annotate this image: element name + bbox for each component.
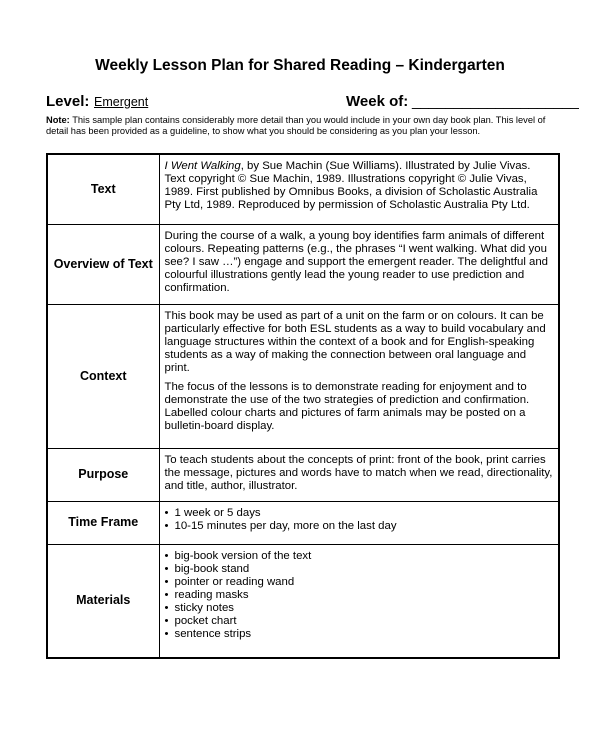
row-label-time-frame: Time Frame (47, 501, 159, 544)
list-item: • pointer or reading wand (164, 575, 295, 588)
list-item: • 10-15 minutes per day, more on the last day (164, 519, 397, 532)
table-row-time-frame (47, 501, 559, 544)
table-row-context (47, 304, 559, 448)
book-title: I Went Walking (164, 160, 241, 172)
row-content-time-frame (159, 501, 559, 544)
table-row-overview (47, 224, 559, 304)
lesson-plan-table (46, 153, 560, 659)
row-label-purpose: Purpose (47, 448, 159, 501)
list-item: • 1 week or 5 days (164, 506, 261, 519)
list-item: • pocket chart (164, 614, 237, 627)
bullet-icon: • (164, 601, 169, 614)
bullet-icon: • (164, 614, 169, 627)
row-content-text (159, 154, 559, 224)
bullet-icon: • (164, 575, 169, 588)
row-content-materials (159, 544, 559, 658)
row-content-purpose (159, 448, 559, 501)
row-label-overview: Overview of Text (47, 224, 159, 304)
text-citation: , by Sue Machin (Sue Williams). Illustrated by Julie Vivas. Text copyright © Sue Machin, 1989. Illustrations copyright © Julie Vivas, 1989. First published by Omnibus Books, a division of Scholastic Australia Pty Ltd, 1989. Reproduced by permission of Scholastic Australia Pty Ltd. (164, 160, 538, 211)
bullet-icon: • (164, 627, 169, 640)
list-item: • sticky notes (164, 601, 235, 614)
bullet-icon: • (164, 519, 169, 532)
note-text: This sample plan contains considerably more detail than you would include in your own day book plan. This level of detail has been provided as a guideline, to show what you should be considering as you plan your lesson. (46, 115, 546, 136)
table-row-purpose (47, 448, 559, 501)
row-content-overview (159, 224, 559, 304)
context-paragraph-2: The focus of the lessons is to demonstrate reading for enjoyment and to demonstrate the use of the two strategies of prediction and confirmation. Labelled colour charts and pictures of farm animals may be posted on a bulletin-board display. (164, 380, 530, 432)
purpose-text: To teach students about the concepts of print: front of the book, print carries the message, pictures and words have to match when we read, directionality, and title, author, illustrator. (164, 453, 553, 492)
row-label-text: Text (47, 154, 159, 224)
context-paragraph-1: This book may be used as part of a unit on the farm or on colours. It can be particularly effective for both ESL students as a way to build vocabulary and language structures within the context of a book and for English-speaking students as a way of making the connection between oral language and print. (164, 309, 546, 374)
bullet-icon: • (164, 549, 169, 562)
week-label: Week of: (346, 93, 409, 110)
materials-list (165, 550, 555, 641)
note-paragraph (46, 115, 561, 137)
list-item: • reading masks (164, 588, 249, 601)
time-frame-list (165, 507, 555, 533)
week-blank-line: ____________________ (412, 93, 579, 110)
table-row-materials (47, 544, 559, 658)
list-item: • sentence strips (164, 627, 252, 640)
list-item: • big-book version of the text (164, 549, 312, 562)
table-row-text (47, 154, 559, 224)
overview-text: During the course of a walk, a young boy identifies farm animals of different colours. Repeating patterns (e.g., the phrases “I went walking. What did you see? I saw …”) engage and support the emergent reader. The delightful and colourful illustrations gently lead the young reader to use prediction and confirmation. (164, 229, 549, 294)
bullet-icon: • (164, 506, 169, 519)
page-title: Weekly Lesson Plan for Shared Reading – Kindergarten (95, 57, 505, 74)
level-value: Emergent (94, 95, 149, 109)
row-content-context (159, 304, 559, 448)
bullet-icon: • (164, 588, 169, 601)
list-item: • big-book stand (164, 562, 250, 575)
row-label-materials: Materials (47, 544, 159, 658)
note-label: Note: (46, 115, 70, 125)
row-label-context: Context (47, 304, 159, 448)
level-label: Level: (46, 93, 90, 110)
bullet-icon: • (164, 562, 169, 575)
